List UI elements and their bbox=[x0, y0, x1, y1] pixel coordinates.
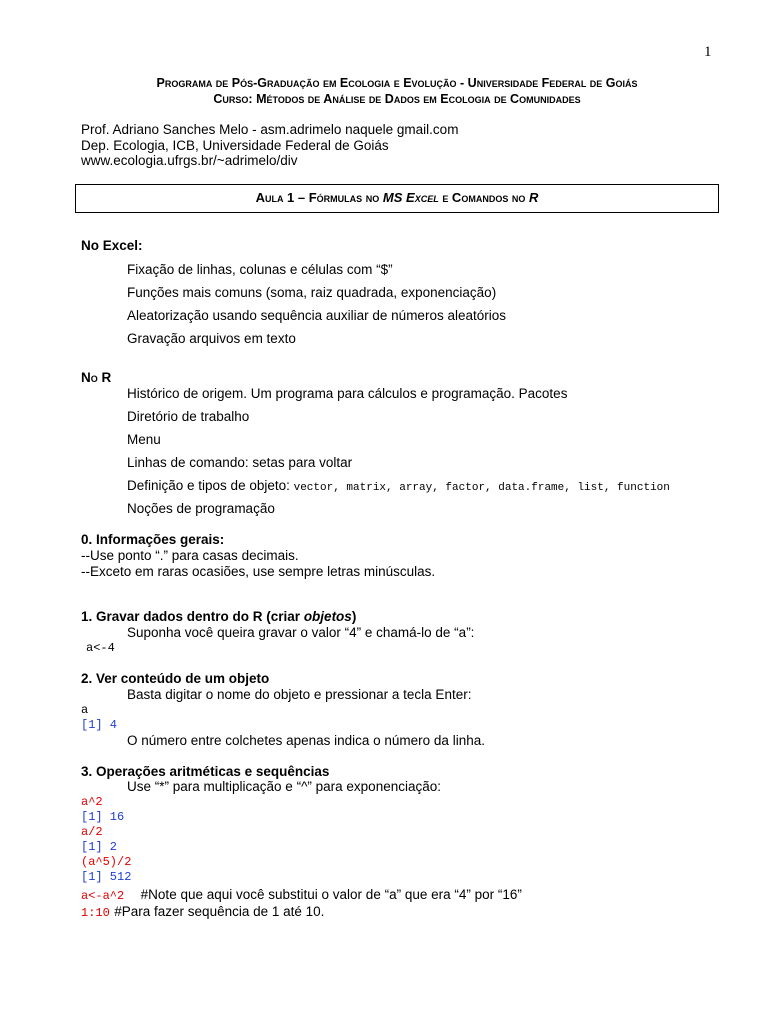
excel-item: Gravação arquivos em texto bbox=[127, 331, 296, 346]
section3-text: Use “*” para multiplicação e “^” para exponenciação: bbox=[127, 779, 441, 794]
code-input-line: a/2 bbox=[81, 825, 103, 839]
r-item-definition: Definição e tipos de objeto: vector, matrix, array, factor, data.frame, list, function bbox=[127, 478, 670, 494]
assign-line: a<-a^2 #Note que aqui você substitui o valor de “a” que era “4” por “16” bbox=[81, 887, 522, 903]
section1-heading: 1. Gravar dados dentro do R (criar objetos) bbox=[81, 609, 357, 624]
code-output-line: [1] 16 bbox=[81, 810, 125, 824]
code-output-line: [1] 512 bbox=[81, 870, 132, 884]
r-heading: No R bbox=[81, 370, 112, 385]
excel-item: Aleatorização usando sequência auxiliar de números aleatórios bbox=[127, 308, 506, 323]
r-item: Histórico de origem. Um programa para cálculos e programação. Pacotes bbox=[127, 386, 568, 401]
section2-heading: 2. Ver conteúdo de um objeto bbox=[81, 671, 270, 686]
section1-code: a<-4 bbox=[86, 641, 115, 655]
lesson-title: Aula 1 – Fórmulas no MS Excel e Comandos no R bbox=[255, 190, 539, 205]
code-input-line: a^2 bbox=[81, 795, 103, 809]
author-name-email: Prof. Adriano Sanches Melo - asm.adrimelo naquele gmail.com bbox=[81, 122, 459, 137]
author-website[interactable]: www.ecologia.ufrgs.br/~adrimelo/div bbox=[81, 153, 298, 168]
section0-line: --Exceto em raras ocasiões, use sempre letras minúsculas. bbox=[81, 564, 436, 579]
lesson-title-box bbox=[75, 184, 719, 213]
r-item: Menu bbox=[127, 432, 161, 447]
excel-item: Fixação de linhas, colunas e células com “$” bbox=[127, 262, 393, 277]
page-number: 1 bbox=[704, 44, 712, 60]
course-header: Curso: Métodos de Análise de Dados em Ecologia de Comunidades bbox=[213, 92, 581, 106]
sequence-line: 1:10 #Para fazer sequência de 1 até 10. bbox=[81, 904, 325, 920]
program-header: Programa de Pós-Graduação em Ecologia e Evolução - Universidade Federal de Goiás bbox=[156, 76, 638, 90]
section0-line: --Use ponto “.” para casas decimais. bbox=[81, 548, 299, 563]
r-item: Diretório de trabalho bbox=[127, 409, 250, 424]
section0-heading: 0. Informações gerais: bbox=[81, 532, 225, 547]
excel-heading: No Excel: bbox=[81, 238, 143, 253]
section2-note: O número entre colchetes apenas indica o número da linha. bbox=[127, 733, 485, 748]
section1-text: Suponha você queira gravar o valor “4” e chamá-lo de “a”: bbox=[127, 625, 475, 640]
section2-text: Basta digitar o nome do objeto e pressionar a tecla Enter: bbox=[127, 687, 472, 702]
section3-heading: 3. Operações aritméticas e sequências bbox=[81, 764, 330, 779]
code-output-line: [1] 2 bbox=[81, 840, 118, 854]
r-item: Linhas de comando: setas para voltar bbox=[127, 455, 353, 470]
r-item: Noções de programação bbox=[127, 501, 275, 516]
code-input-line: (a^5)/2 bbox=[81, 855, 132, 869]
author-department: Dep. Ecologia, ICB, Universidade Federal de Goiás bbox=[81, 138, 389, 153]
excel-item: Funções mais comuns (soma, raiz quadrada, exponenciação) bbox=[127, 285, 497, 300]
section2-output: [1] 4 bbox=[81, 718, 118, 732]
section2-code: a bbox=[81, 703, 89, 717]
